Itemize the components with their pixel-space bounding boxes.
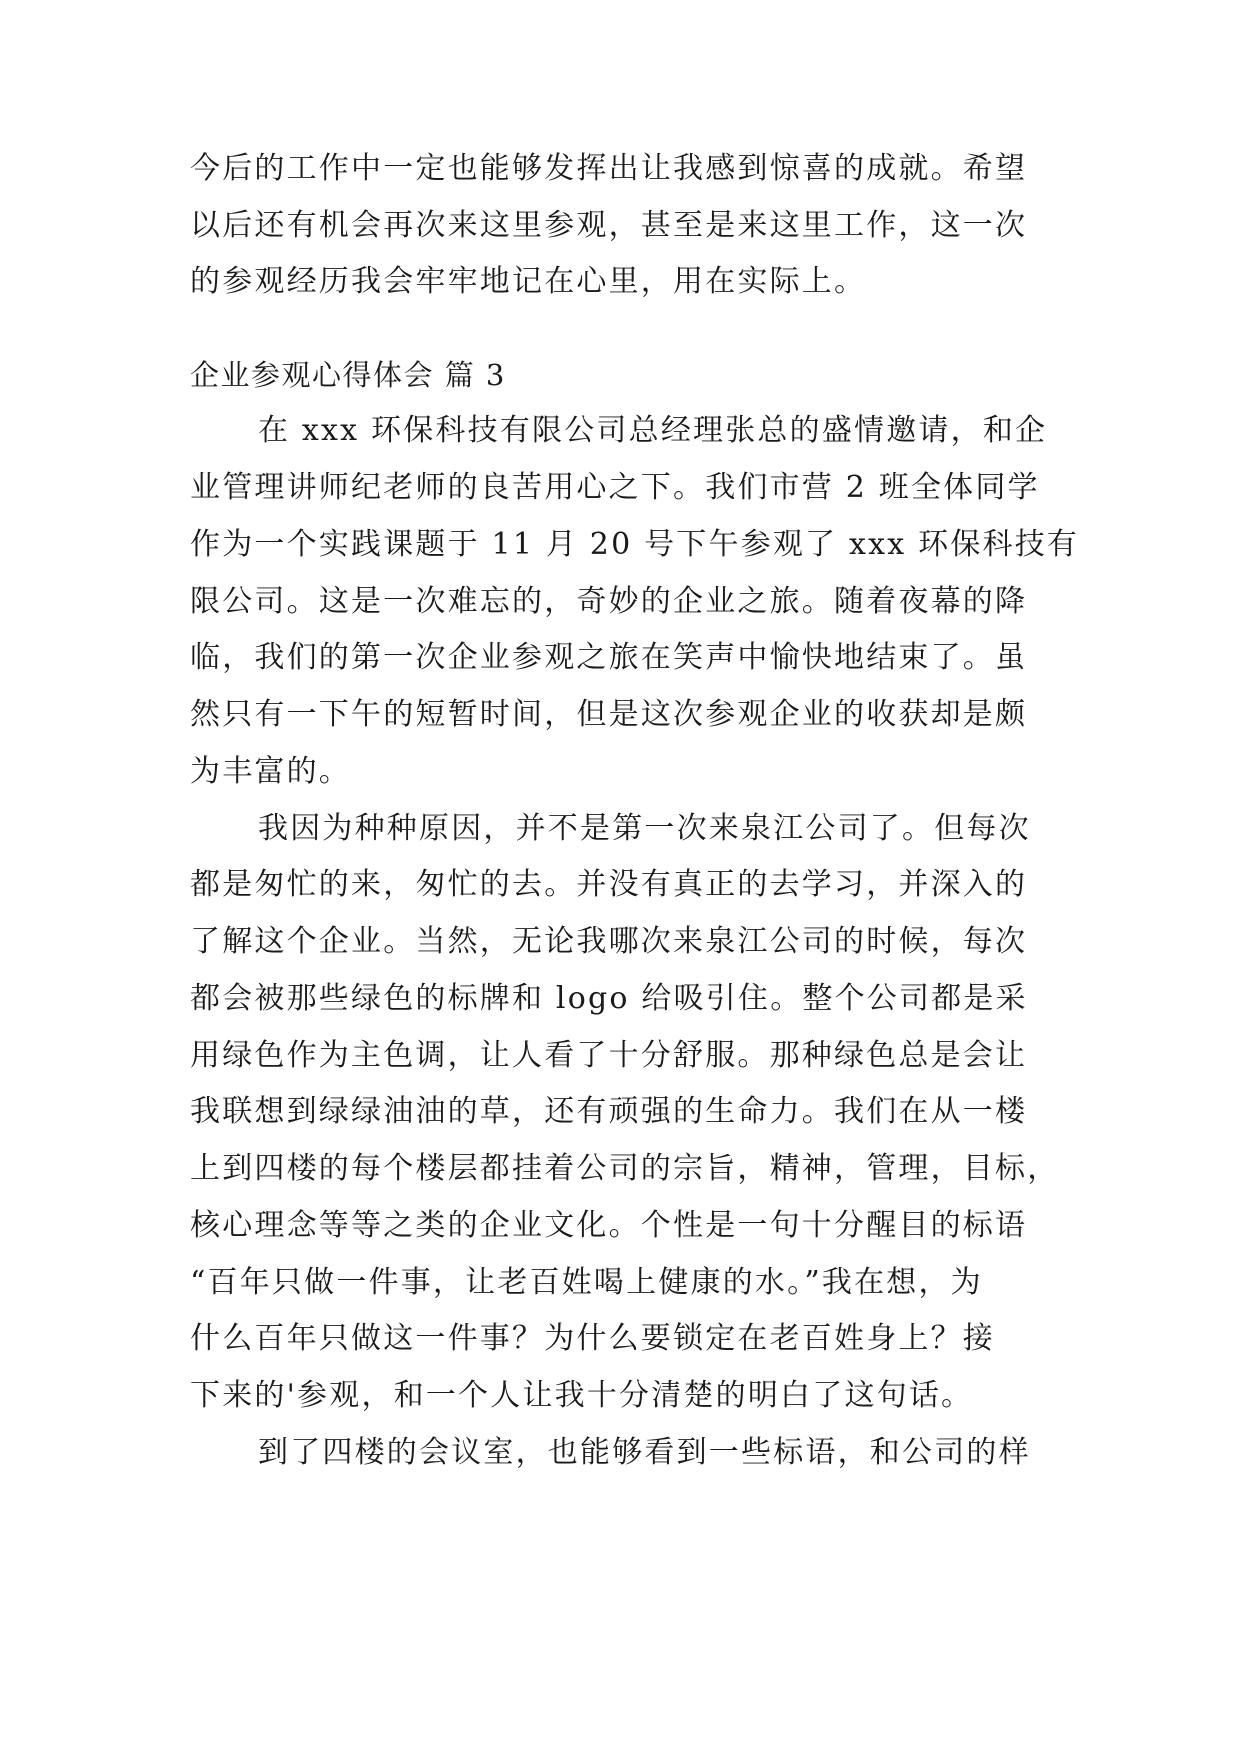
text-line: 我联想到绿绿油油的草，还有顽强的生命力。我们在从一楼 [190, 1094, 1028, 1129]
text-line: 今后的工作中一定也能够发挥出让我感到惊喜的成就。希望 [190, 151, 1028, 186]
text-line: 在 xxx 环保科技有限公司总经理张总的盛情邀请，和企 [258, 413, 1048, 448]
text-line: 临，我们的第一次企业参观之旅在笑声中愉快地结束了。虽 [190, 640, 1028, 675]
section-heading: 企业参观心得体会 篇 3 [190, 358, 506, 392]
text-line: 以后还有机会再次来这里参观，甚至是来这里工作，这一次 [190, 208, 1028, 243]
text-line: 作为一个实践课题于 11 月 20 号下午参观了 xxx 环保科技有 [190, 527, 1080, 562]
text-line: 为丰富的。 [190, 754, 351, 789]
text-line: 了解这个企业。当然，无论我哪次来泉江公司的时候，每次 [190, 924, 1028, 959]
text-line: 限公司。这是一次难忘的，奇妙的企业之旅。随着夜幕的降 [190, 584, 1028, 619]
text-line: 的参观经历我会牢牢地记在心里，用在实际上。 [190, 264, 867, 299]
text-line: 业管理讲师纪老师的良苦用心之下。我们市营 2 班全体同学 [190, 470, 1040, 505]
text-line: 上到四楼的每个楼层都挂着公司的宗旨，精神，管理，目标， [190, 1151, 1060, 1186]
text-line: 到了四楼的会议室，也能够看到一些标语，和公司的样 [258, 1435, 1031, 1470]
text-line: 核心理念等等之类的企业文化。个性是一句十分醒目的标语 [190, 1208, 1028, 1243]
text-line: 下来的'参观，和一个人让我十分清楚的明白了这句话。 [190, 1378, 974, 1413]
text-line: 都是匆忙的来，匆忙的去。并没有真正的去学习，并深入的 [190, 867, 1028, 902]
text-line: 都会被那些绿色的标牌和 logo 给吸引住。整个公司都是采 [190, 981, 1028, 1016]
text-line: 什么百年只做这一件事？为什么要锁定在老百姓身上？接 [190, 1321, 995, 1356]
text-line: 我因为种种原因，并不是第一次来泉江公司了。但每次 [258, 811, 1031, 846]
text-line: 用绿色作为主色调，让人看了十分舒服。那种绿色总是会让 [190, 1038, 1028, 1073]
text-line: 然只有一下午的短暂时间，但是这次参观企业的收获却是颇 [190, 697, 1028, 732]
text-line: “百年只做一件事，让老百姓喝上健康的水。”我在想，为 [190, 1265, 983, 1300]
